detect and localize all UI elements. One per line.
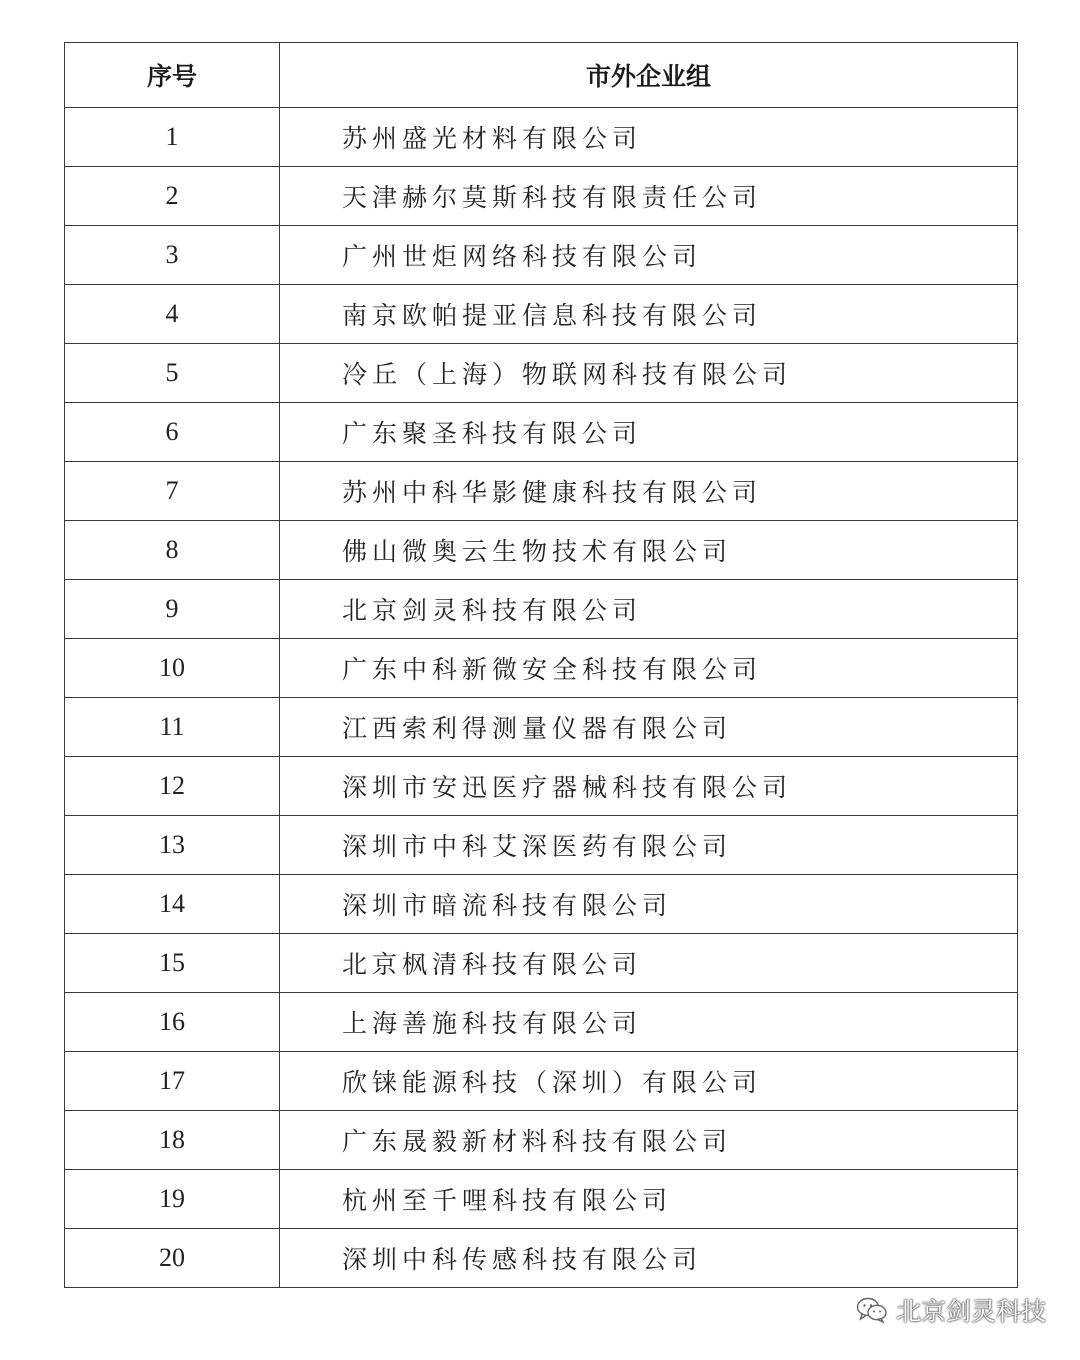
table-row [65,1170,1018,1229]
company-name: 苏州中科华影健康科技有限公司 [280,462,1018,521]
company-name: 冷丘（上海）物联网科技有限公司 [280,344,1018,403]
row-index: 18 [65,1111,280,1170]
row-index: 2 [65,167,280,226]
company-name: 北京枫清科技有限公司 [280,934,1018,993]
company-name: 杭州至千哩科技有限公司 [280,1170,1018,1229]
table-row [65,1229,1018,1288]
company-name: 南京欧帕提亚信息科技有限公司 [280,285,1018,344]
row-index: 13 [65,816,280,875]
table-row [65,1111,1018,1170]
watermark-text: 北京剑灵科技 [895,1297,1046,1326]
row-index: 16 [65,993,280,1052]
row-index: 12 [65,757,280,816]
row-index: 3 [65,226,280,285]
company-name: 深圳市暗流科技有限公司 [280,875,1018,934]
table-row [65,167,1018,226]
row-index: 6 [65,403,280,462]
row-index: 14 [65,875,280,934]
table-row [65,816,1018,875]
row-index: 15 [65,934,280,993]
row-index: 1 [65,108,280,167]
table-row [65,226,1018,285]
company-name: 江西索利得测量仪器有限公司 [280,698,1018,757]
row-index: 20 [65,1229,280,1288]
row-index: 8 [65,521,280,580]
wechat-icon [856,1296,888,1324]
table-row [65,875,1018,934]
company-name: 苏州盛光材料有限公司 [280,108,1018,167]
table-row [65,403,1018,462]
company-name: 北京剑灵科技有限公司 [280,580,1018,639]
company-name: 广东晟毅新材料科技有限公司 [280,1111,1018,1170]
company-name: 广州世炬网络科技有限公司 [280,226,1018,285]
company-name: 广东聚圣科技有限公司 [280,403,1018,462]
table-row [65,285,1018,344]
company-name: 佛山微奥云生物技术有限公司 [280,521,1018,580]
table-row [65,757,1018,816]
table-header-row [65,43,1018,108]
company-name: 深圳市安迅医疗器械科技有限公司 [280,757,1018,816]
company-table [64,42,1018,1288]
table-row [65,462,1018,521]
company-name: 天津赫尔莫斯科技有限责任公司 [280,167,1018,226]
row-index: 11 [65,698,280,757]
table-row [65,993,1018,1052]
table-body [65,108,1018,1288]
watermark [856,1290,1046,1330]
row-index: 5 [65,344,280,403]
table-row [65,108,1018,167]
header-index: 序号 [65,43,280,108]
company-name: 深圳市中科艾深医药有限公司 [280,816,1018,875]
row-index: 10 [65,639,280,698]
row-index: 17 [65,1052,280,1111]
company-name: 深圳中科传感科技有限公司 [280,1229,1018,1288]
header-name: 市外企业组 [280,43,1018,108]
row-index: 4 [65,285,280,344]
table-row [65,934,1018,993]
table-row [65,580,1018,639]
row-index: 19 [65,1170,280,1229]
company-name: 上海善施科技有限公司 [280,993,1018,1052]
table-row [65,344,1018,403]
table-row [65,698,1018,757]
row-index: 7 [65,462,280,521]
row-index: 9 [65,580,280,639]
table-row [65,1052,1018,1111]
table-row [65,639,1018,698]
company-name: 欣铼能源科技（深圳）有限公司 [280,1052,1018,1111]
table-row [65,521,1018,580]
company-name: 广东中科新微安全科技有限公司 [280,639,1018,698]
